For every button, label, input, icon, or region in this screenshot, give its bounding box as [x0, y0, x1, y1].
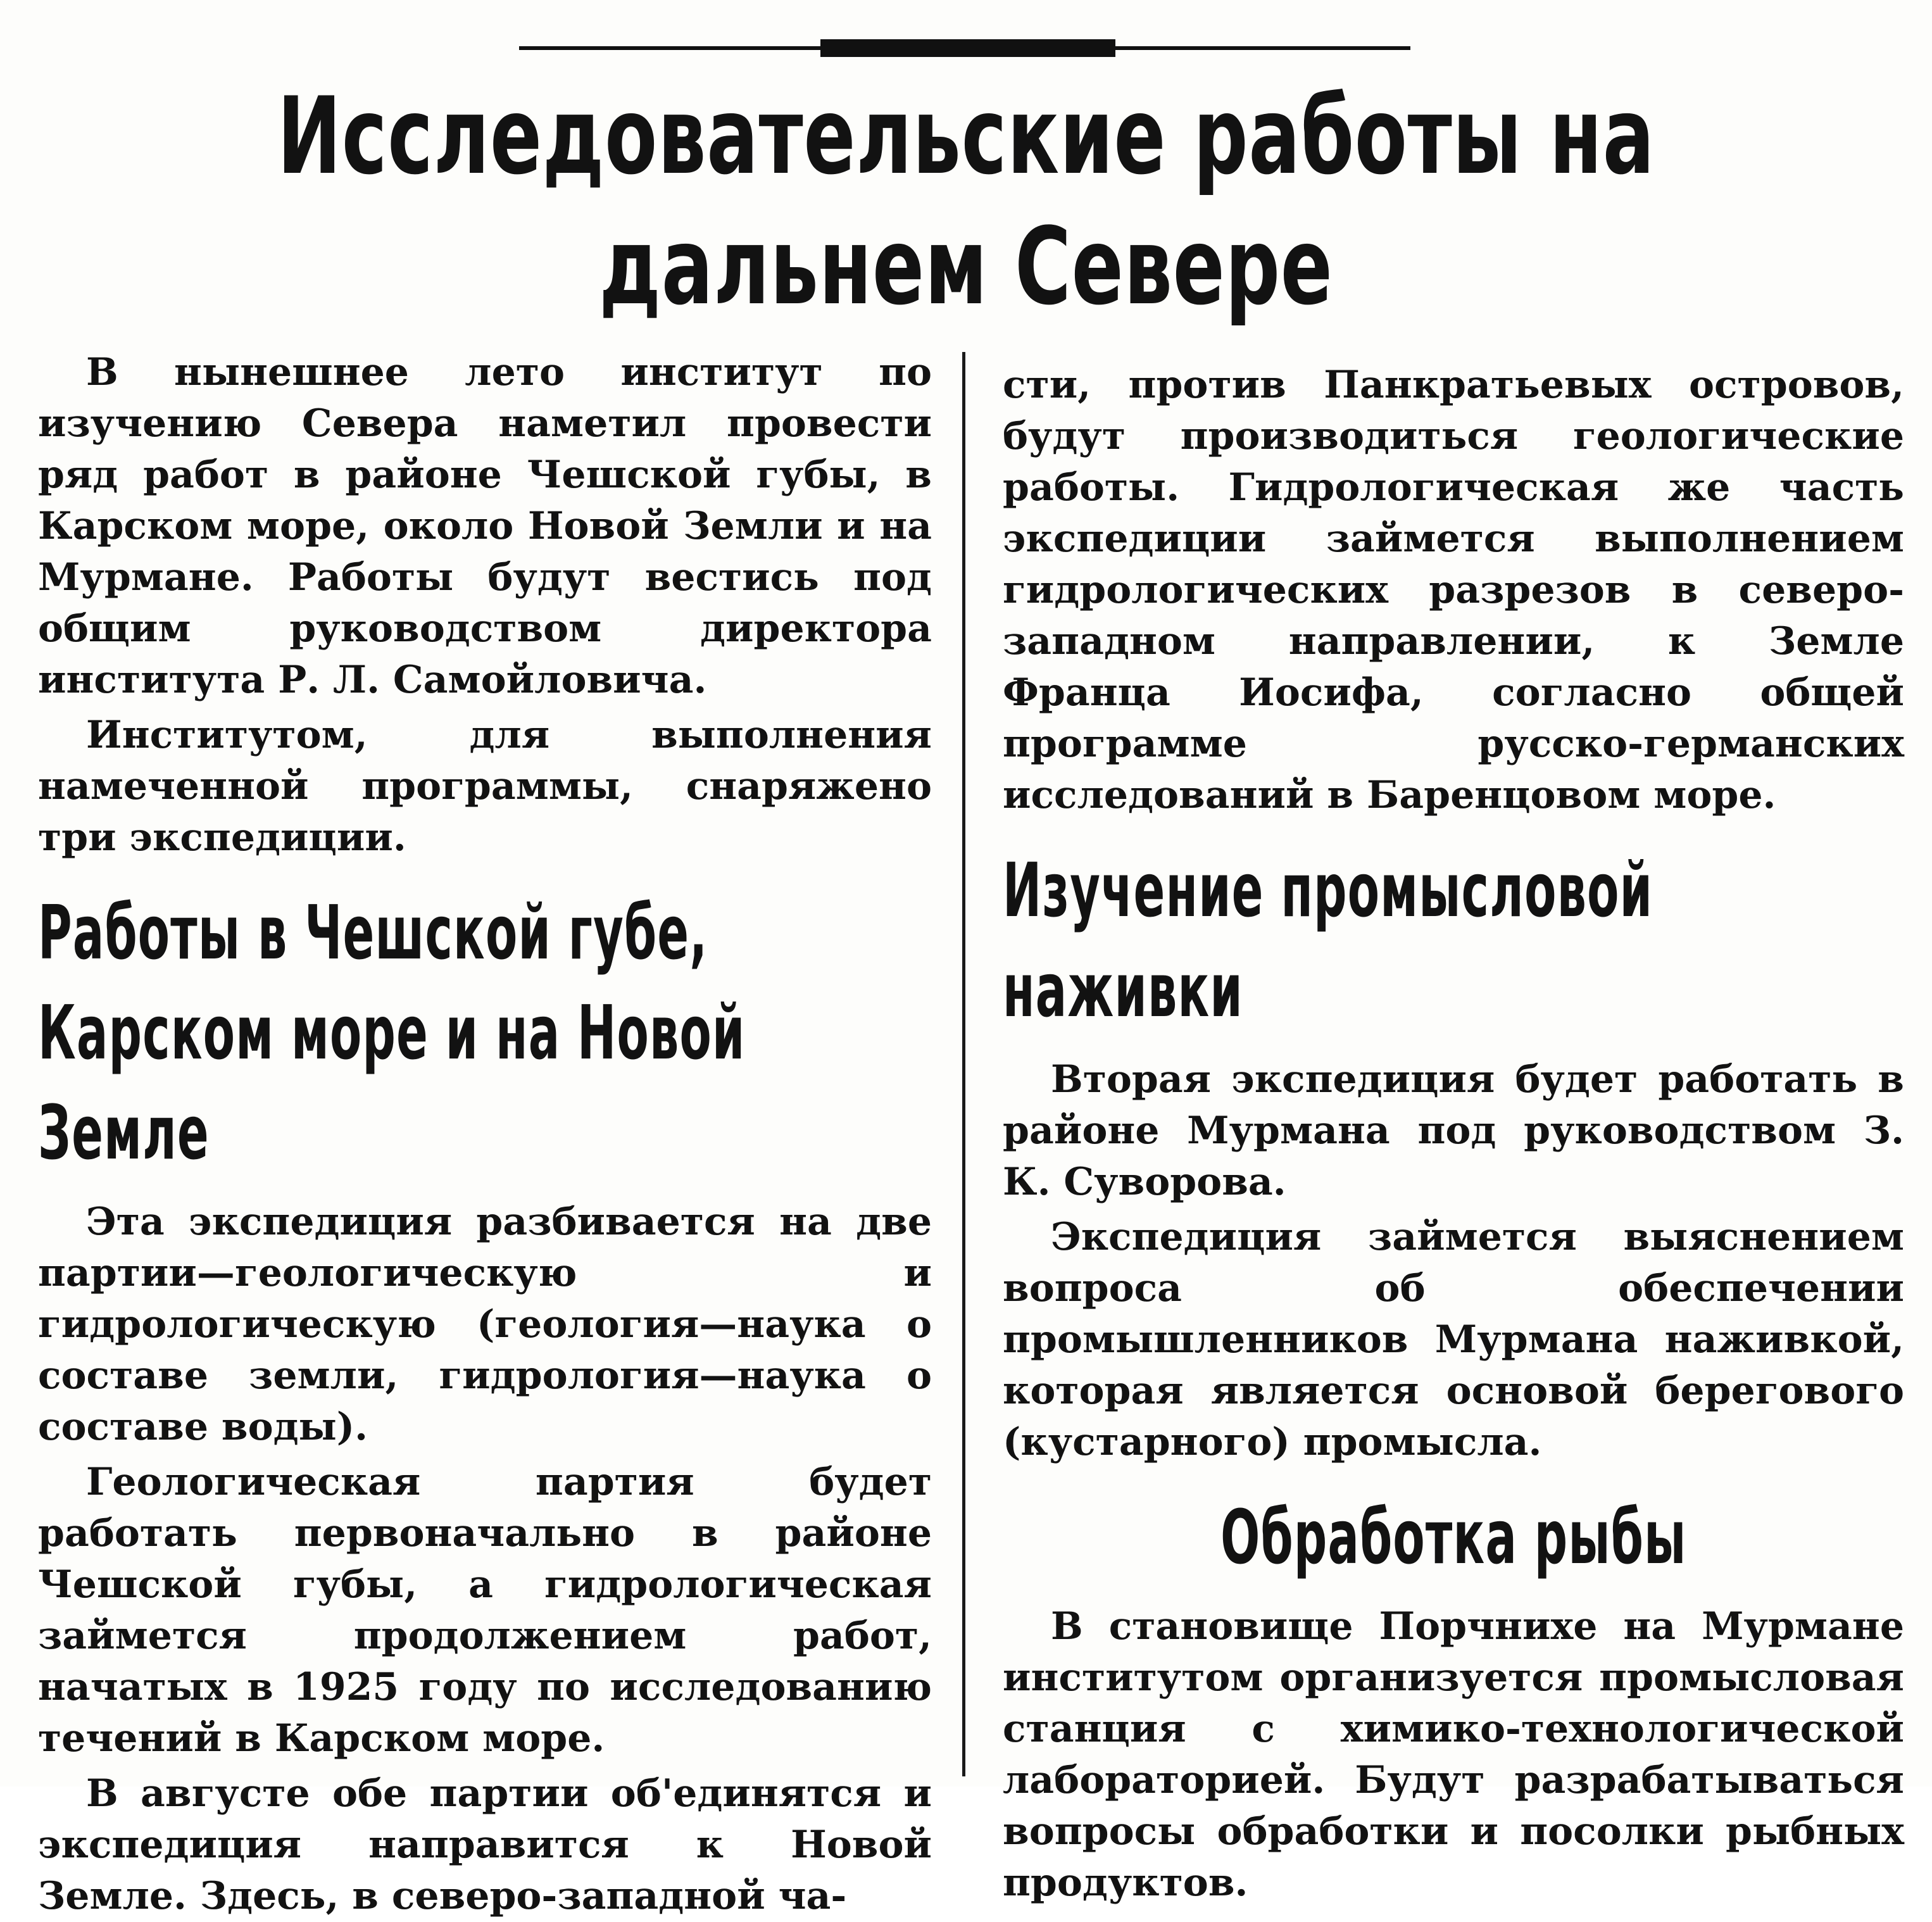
- right-column: [1003, 360, 1904, 1909]
- section1-paragraph-1: Эта экспедиция разбивается на две партии—геологическую и гидрологическую (геология—наука о составе земли, гидрология—наука о составе воды).: [38, 1200, 932, 1449]
- section1-paragraph-3: В августе обе партии об'единятся и экспедиция направится к Новой Земле. Здесь, в северо-западной ча-: [38, 1771, 932, 1918]
- top-ornament-rule: [519, 39, 1410, 56]
- section3-paragraph-1: В становище Порчнихе на Мурмане институтом организуется промысловая станция с химико-технологической лабораторией. Будут разрабатываться вопросы обработки и посолки рыбных продуктов.: [1003, 1604, 1904, 1905]
- section1-paragraph-2: Геологическая партия будет работать первоначально в районе Чешской губы, а гидрологическая займется продолжением работ, начатых в 1925 году по исследованию течений в Карском море.: [38, 1460, 932, 1761]
- ornament-thick-middle: [820, 39, 1115, 57]
- left-column: [38, 347, 932, 1922]
- continued-paragraph: сти, против Панкратьевых островов, будут производиться геологические работы. Гидрологическая же часть экспедиции займется выполнением гидрологических разрезов в северо-западном направлении, к Земле Франца Иосифа, согласно общей программе русско-германских исследований в Баренцовом море.: [1003, 363, 1904, 817]
- ornament-thin-right: [1115, 46, 1410, 50]
- column-divider: [962, 352, 965, 1776]
- ornament-thin-left: [519, 46, 820, 50]
- article-headline: Исследовательские работы на дальнем Севере: [277, 74, 1655, 329]
- intro-paragraph-2: Институтом, для выполнения намеченной программы, снаряжено три экспедиции.: [38, 713, 932, 860]
- section2-paragraph-2: Экспедиция займется выяснением вопроса об обеспечении промышленников Мурмана наживкой, которая является основой берегового (кустарного) промысла.: [1003, 1215, 1904, 1464]
- section2-paragraph-1: Вторая экспедиция будет работать в районе Мурмана под руководством З. К. Суворова.: [1003, 1057, 1904, 1204]
- section-title-fish-processing: Обработка рыбы: [1220, 1493, 1687, 1581]
- section-title-cheshskaya: Работы в Чешской губе, Карском море и на Новой Земле: [38, 889, 746, 1176]
- intro-paragraph-1: В нынешнее лето институт по изучению Севера наметил провести ряд работ в районе Чешской губы, в Карском море, около Новой Земли и на Мурмане. Работы будут вестись под общим руководством директора института Р. Л. Самойловича.: [38, 350, 932, 702]
- section-title-nazhivka: Изучение промысловой наживки: [1003, 846, 1653, 1034]
